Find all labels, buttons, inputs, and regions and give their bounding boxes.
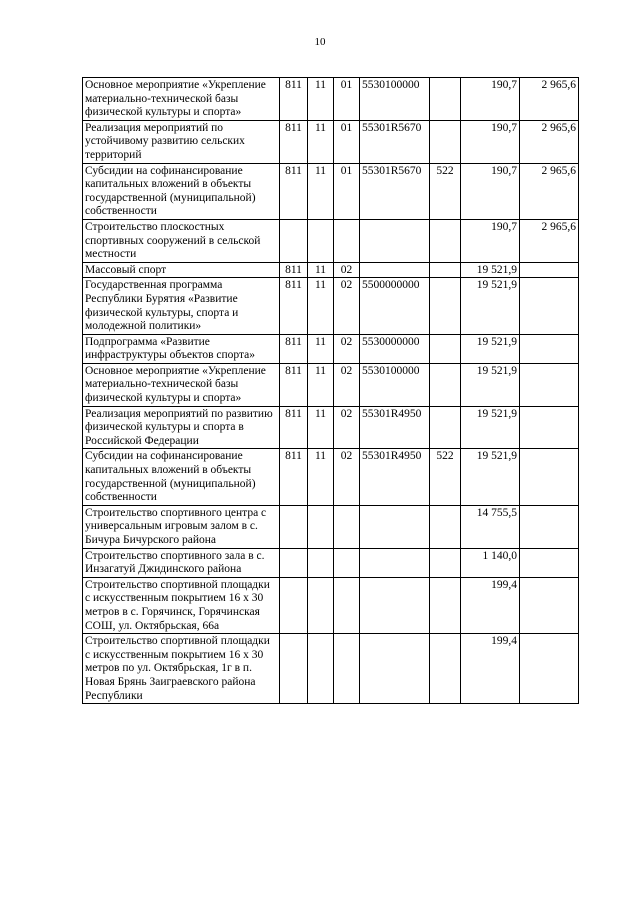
table-row: [83, 262, 579, 278]
amount-2-cell: [520, 262, 579, 278]
subsection-code-cell: [334, 548, 360, 577]
row-name-cell: Строительство спортивного зала в с. Инзагатуй Джидинского района: [83, 548, 280, 577]
ved-code-cell: 811: [280, 363, 308, 406]
amount-2-cell: [520, 449, 579, 505]
row-name-cell: Реализация мероприятий по устойчивому развитию сельских территорий: [83, 120, 280, 163]
ved-code-cell: 811: [280, 278, 308, 334]
row-name-cell: Массовый спорт: [83, 262, 280, 278]
row-name-cell: Реализация мероприятий по развитию физической культуры и спорта в Российской Федерации: [83, 406, 280, 449]
ved-code-cell: 811: [280, 406, 308, 449]
amount-cell: 190,7: [461, 163, 520, 219]
subsection-code-cell: [334, 219, 360, 262]
ved-code-cell: 811: [280, 163, 308, 219]
table-row: [83, 577, 579, 633]
section-code-cell: [308, 634, 334, 704]
subsection-code-cell: 02: [334, 334, 360, 363]
expense-type-cell: [430, 406, 461, 449]
table-row: [83, 78, 579, 121]
row-name-cell: Государственная программа Республики Бурятия «Развитие физической культуры, спорта и молодежной политики»: [83, 278, 280, 334]
ved-code-cell: [280, 577, 308, 633]
table-row: [83, 334, 579, 363]
budget-table-body: [83, 78, 579, 704]
section-code-cell: [308, 219, 334, 262]
section-code-cell: 11: [308, 262, 334, 278]
row-name-cell: Строительство спортивной площадки с искусственным покрытием 16 х 30 метров по ул. Октябрьская, 1г в п. Новая Брянь Заиграевского района Республики: [83, 634, 280, 704]
table-row: [83, 406, 579, 449]
subsection-code-cell: 01: [334, 78, 360, 121]
target-article-cell: 55301R4950: [360, 406, 430, 449]
expense-type-cell: [430, 505, 461, 548]
amount-2-cell: [520, 634, 579, 704]
subsection-code-cell: [334, 577, 360, 633]
section-code-cell: 11: [308, 363, 334, 406]
expense-type-cell: [430, 120, 461, 163]
row-name-cell: Субсидии на софинансирование капитальных вложений в объекты государственной (муниципальной) собственности: [83, 163, 280, 219]
ved-code-cell: [280, 219, 308, 262]
row-name-cell: Основное мероприятие «Укрепление материально-технической базы физической культуры и спорта»: [83, 78, 280, 121]
target-article-cell: 5500000000: [360, 278, 430, 334]
section-code-cell: 11: [308, 406, 334, 449]
subsection-code-cell: [334, 505, 360, 548]
row-name-cell: Субсидии на софинансирование капитальных вложений в объекты государственной (муниципальной) собственности: [83, 449, 280, 505]
expense-type-cell: 522: [430, 449, 461, 505]
section-code-cell: 11: [308, 278, 334, 334]
subsection-code-cell: 02: [334, 278, 360, 334]
table-row: [83, 219, 579, 262]
amount-cell: 190,7: [461, 78, 520, 121]
section-code-cell: [308, 505, 334, 548]
row-name-cell: Подпрограмма «Развитие инфраструктуры объектов спорта»: [83, 334, 280, 363]
subsection-code-cell: 02: [334, 262, 360, 278]
target-article-cell: [360, 634, 430, 704]
row-name-cell: Строительство плоскостных спортивных сооружений в сельской местности: [83, 219, 280, 262]
table-row: [83, 548, 579, 577]
target-article-cell: [360, 548, 430, 577]
target-article-cell: [360, 505, 430, 548]
expense-type-cell: [430, 548, 461, 577]
section-code-cell: [308, 548, 334, 577]
amount-cell: 199,4: [461, 577, 520, 633]
amount-2-cell: [520, 278, 579, 334]
expense-type-cell: [430, 363, 461, 406]
target-article-cell: 5530100000: [360, 78, 430, 121]
target-article-cell: 5530000000: [360, 334, 430, 363]
amount-cell: 190,7: [461, 219, 520, 262]
target-article-cell: 55301R5670: [360, 163, 430, 219]
amount-cell: 19 521,9: [461, 449, 520, 505]
expense-type-cell: [430, 78, 461, 121]
expense-type-cell: [430, 219, 461, 262]
amount-2-cell: 2 965,6: [520, 163, 579, 219]
subsection-code-cell: 01: [334, 120, 360, 163]
amount-2-cell: [520, 363, 579, 406]
ved-code-cell: 811: [280, 334, 308, 363]
target-article-cell: 55301R4950: [360, 449, 430, 505]
expense-type-cell: [430, 334, 461, 363]
subsection-code-cell: 01: [334, 163, 360, 219]
ved-code-cell: 811: [280, 78, 308, 121]
ved-code-cell: [280, 548, 308, 577]
expense-type-cell: [430, 577, 461, 633]
table-row: [83, 120, 579, 163]
ved-code-cell: 811: [280, 120, 308, 163]
subsection-code-cell: 02: [334, 363, 360, 406]
page-number: 10: [314, 36, 326, 48]
section-code-cell: [308, 577, 334, 633]
amount-2-cell: [520, 505, 579, 548]
ved-code-cell: 811: [280, 449, 308, 505]
section-code-cell: 11: [308, 78, 334, 121]
row-name-cell: Строительство спортивной площадки с искусственным покрытием 16 х 30 метров в с. Горячинск, Горячинская СОШ, ул. Октябрьская, 66а: [83, 577, 280, 633]
target-article-cell: [360, 219, 430, 262]
amount-2-cell: [520, 334, 579, 363]
expense-type-cell: [430, 634, 461, 704]
target-article-cell: 5530100000: [360, 363, 430, 406]
amount-cell: 19 521,9: [461, 363, 520, 406]
budget-table: [82, 77, 579, 704]
amount-cell: 199,4: [461, 634, 520, 704]
section-code-cell: 11: [308, 120, 334, 163]
ved-code-cell: 811: [280, 262, 308, 278]
target-article-cell: [360, 577, 430, 633]
expense-type-cell: [430, 262, 461, 278]
section-code-cell: 11: [308, 334, 334, 363]
table-row: [83, 505, 579, 548]
row-name-cell: Строительство спортивного центра с универсальным игровым залом в с. Бичура Бичурского района: [83, 505, 280, 548]
amount-cell: 19 521,9: [461, 406, 520, 449]
expense-type-cell: [430, 278, 461, 334]
section-code-cell: 11: [308, 449, 334, 505]
table-row: [83, 449, 579, 505]
ved-code-cell: [280, 634, 308, 704]
amount-cell: 19 521,9: [461, 334, 520, 363]
subsection-code-cell: 02: [334, 449, 360, 505]
table-row: [83, 363, 579, 406]
amount-2-cell: 2 965,6: [520, 78, 579, 121]
row-name-cell: Основное мероприятие «Укрепление материально-технической базы физической культуры и спорта»: [83, 363, 280, 406]
target-article-cell: [360, 262, 430, 278]
subsection-code-cell: 02: [334, 406, 360, 449]
expense-type-cell: 522: [430, 163, 461, 219]
amount-cell: 19 521,9: [461, 278, 520, 334]
amount-cell: 190,7: [461, 120, 520, 163]
section-code-cell: 11: [308, 163, 334, 219]
amount-cell: 1 140,0: [461, 548, 520, 577]
subsection-code-cell: [334, 634, 360, 704]
amount-2-cell: 2 965,6: [520, 219, 579, 262]
amount-2-cell: [520, 577, 579, 633]
amount-2-cell: [520, 548, 579, 577]
amount-2-cell: 2 965,6: [520, 120, 579, 163]
amount-cell: 14 755,5: [461, 505, 520, 548]
ved-code-cell: [280, 505, 308, 548]
table-row: [83, 163, 579, 219]
table-row: [83, 278, 579, 334]
target-article-cell: 55301R5670: [360, 120, 430, 163]
amount-cell: 19 521,9: [461, 262, 520, 278]
amount-2-cell: [520, 406, 579, 449]
table-row: [83, 634, 579, 704]
